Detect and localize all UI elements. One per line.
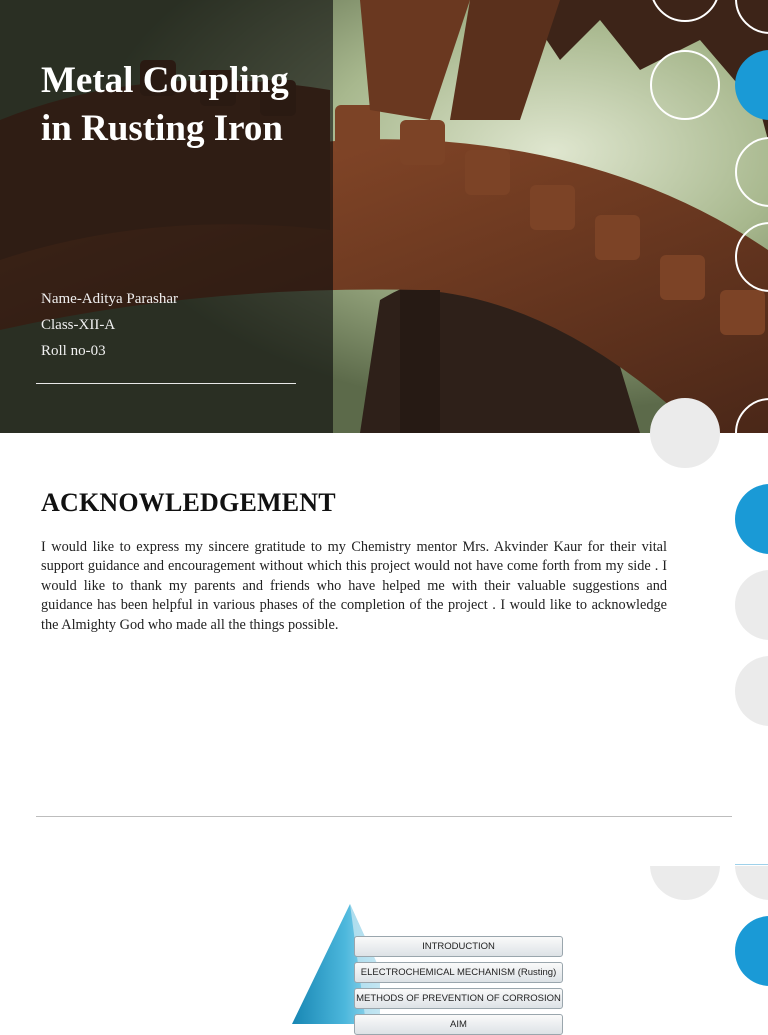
decor-ring-circle: [650, 50, 720, 120]
contents-item-electrochemical-mechanism: ELECTROCHEMICAL MECHANISM (Rusting): [354, 962, 563, 983]
slide-edge-line: [735, 864, 768, 865]
decor-grey-circle: [735, 570, 768, 640]
author-roll: Roll no-03: [41, 343, 106, 359]
acknowledgement-heading: ACKNOWLEDGEMENT: [41, 488, 336, 517]
presentation-title: Metal Coupling in Rusting Iron: [41, 60, 289, 149]
decor-blue-circle: [735, 484, 768, 554]
acknowledgement-text: I would like to express my sincere gratitude to my Chemistry mentor Mrs. Akvinder Kaur for their vital support guidance and encouragement without which this project would not have come forth from my side . I would like to thank my parents and friends who have helped me with their valuable suggestions and guidance has been helpful in various phases of the completion of the project . I would like to acknowledge the Almighty God who made all the things possible.: [41, 539, 667, 633]
slide-divider: [36, 816, 732, 817]
author-name: Name-Aditya Parashar: [41, 291, 179, 307]
decor-blue-circle: [735, 916, 768, 986]
contents-item-prevention-methods: METHODS OF PREVENTION OF CORROSION: [354, 988, 563, 1009]
decor-grey-circle: [650, 398, 720, 468]
cover-slide: [0, 0, 768, 433]
contents-item-aim: AIM: [354, 1014, 563, 1035]
author-class: Class-XII-A: [41, 317, 116, 333]
contents-item-introduction: INTRODUCTION: [354, 936, 563, 957]
decor-grey-circle: [735, 656, 768, 726]
slide-gap: [640, 820, 768, 866]
title-underline: [36, 383, 296, 384]
